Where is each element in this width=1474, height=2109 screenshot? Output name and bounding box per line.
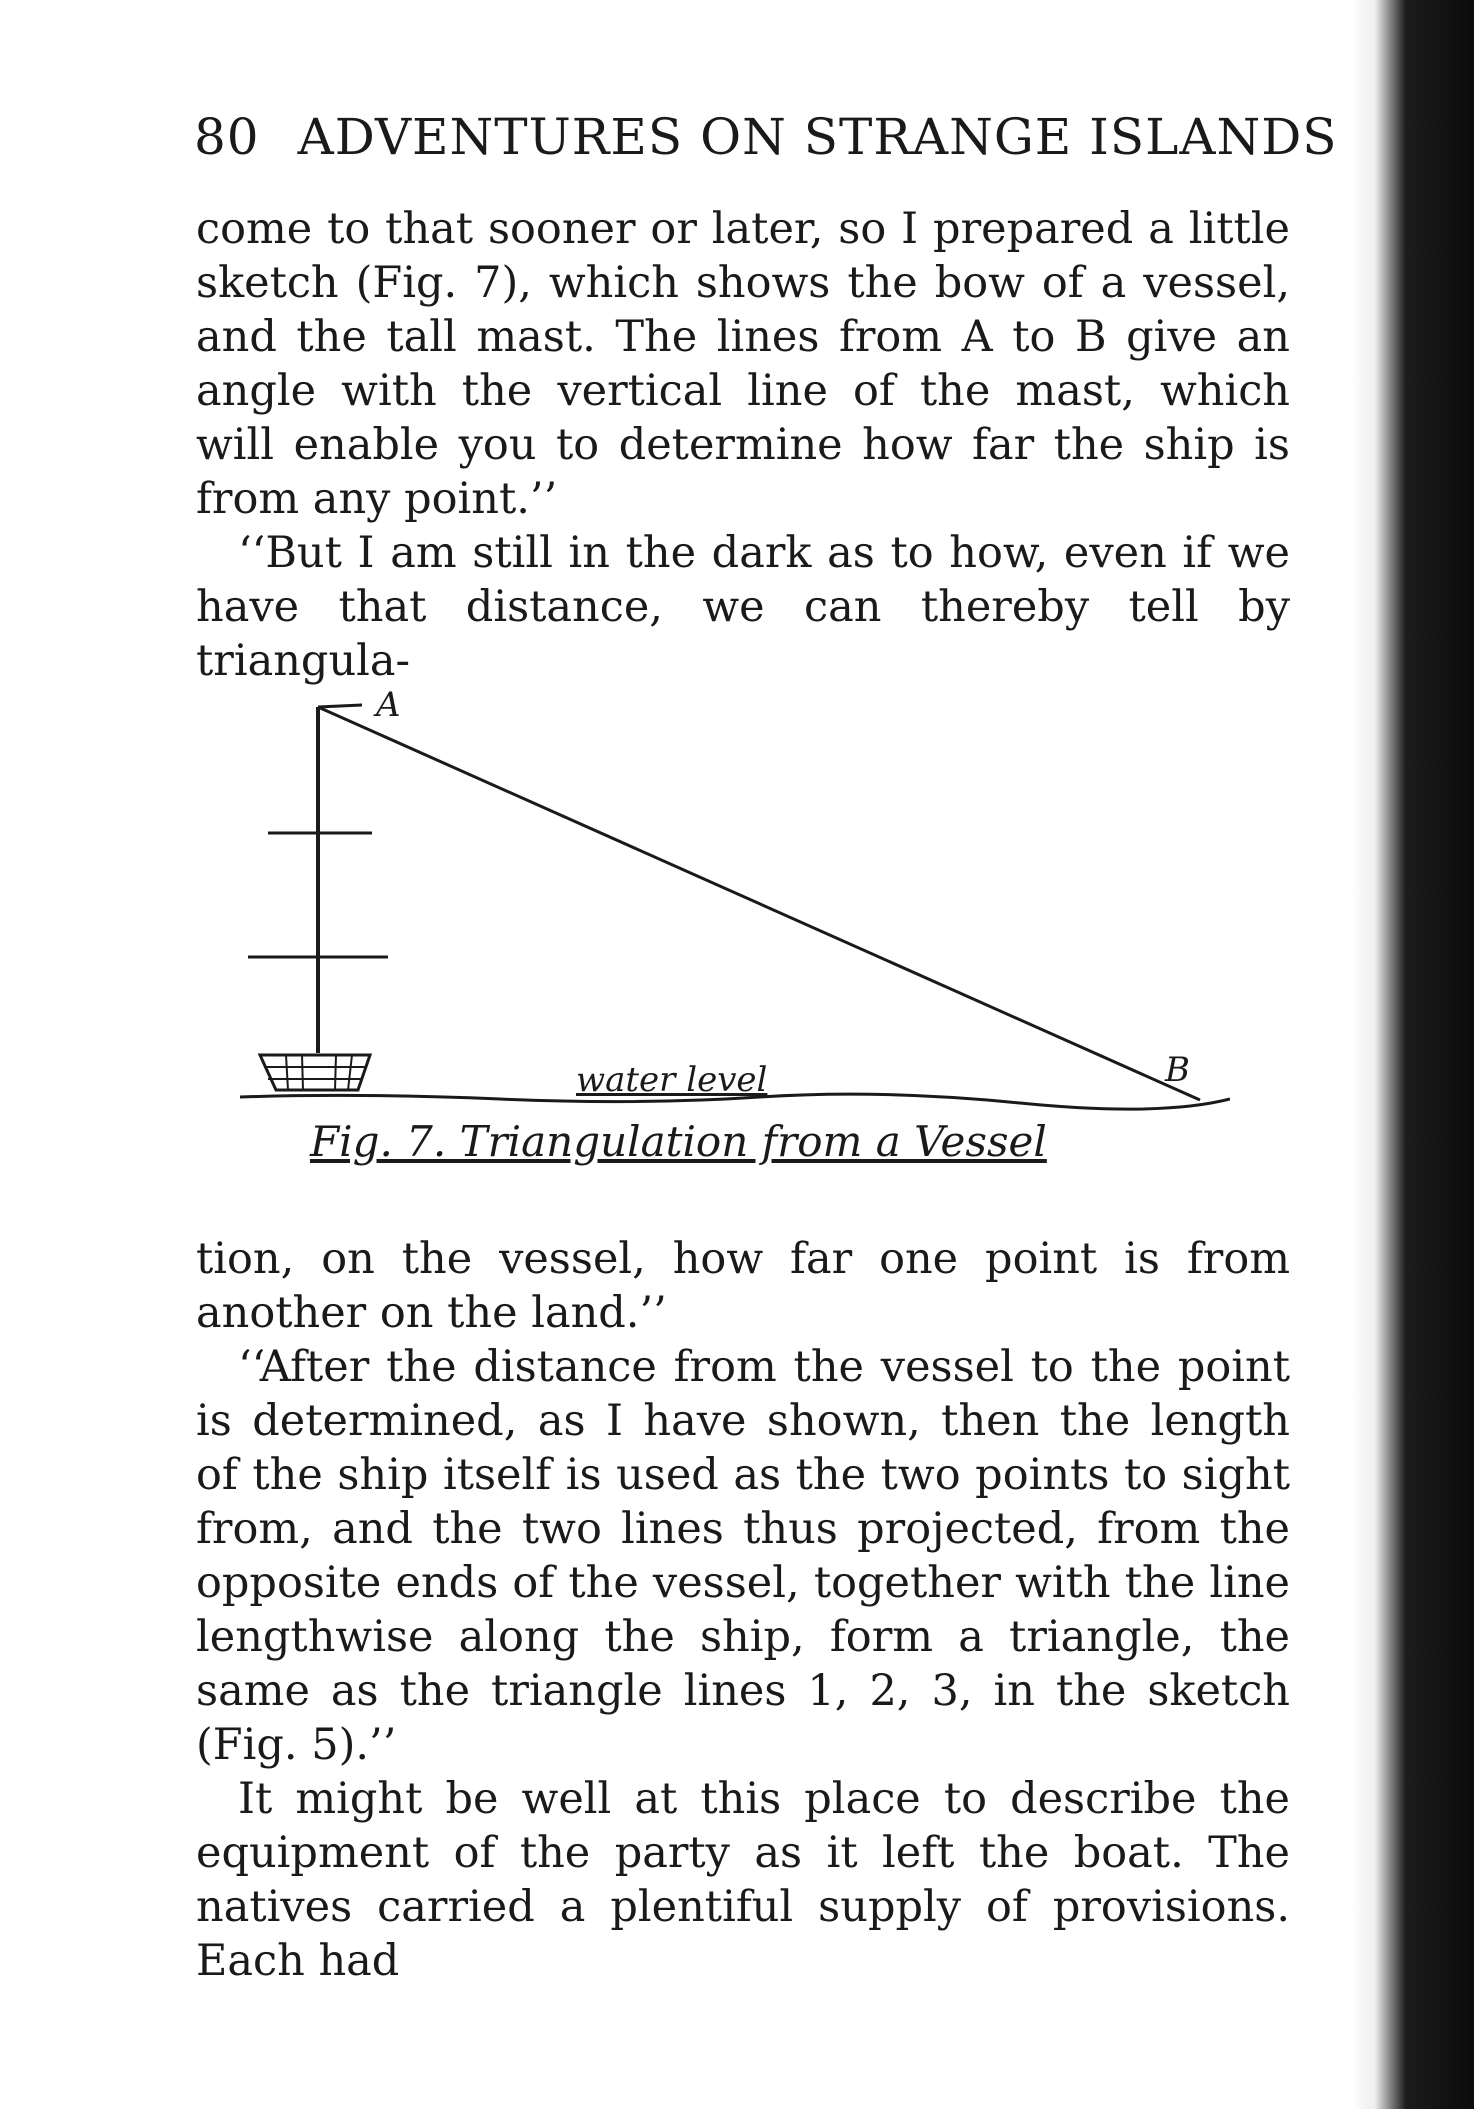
sight-line-a-b xyxy=(318,707,1200,1100)
paragraph: It might be well at this place to describe the equipment of the party as it left the boat. The natives carried a plentiful supply of provisions. Each had xyxy=(196,1774,1290,1986)
text-block-top xyxy=(196,202,1290,688)
point-b-label: B xyxy=(1165,1050,1190,1090)
paragraph: ‘‘But I am still in the dark as to how, even if we have that distance, we can thereby tell by triangula- xyxy=(196,528,1290,686)
book-binding-edge xyxy=(1350,0,1474,2109)
figure-caption: Fig. 7. Triangulation from a Vessel xyxy=(310,1117,1047,1166)
text-block-bottom xyxy=(196,1232,1290,1988)
page-number: 80 xyxy=(194,108,260,166)
water-level-label: water level xyxy=(576,1060,768,1100)
paragraph: ‘‘After the distance from the vessel to the point is determined, as I have shown, then the length of the ship itself is used as the two points to sight from, and the two lines thus projected, from the opposite ends of the vessel, together with the line lengthwise along the ship, form a triangle, the same as the triangle lines 1, 2, 3, in the sketch (Fig. 5).’’ xyxy=(196,1342,1290,1770)
paragraph: tion, on the vessel, how far one point is from another on the land.’’ xyxy=(196,1234,1290,1338)
triangulation-diagram xyxy=(240,685,1230,1115)
point-a-label: A xyxy=(376,685,401,725)
running-title: ADVENTURES ON STRANGE ISLANDS xyxy=(297,108,1338,166)
page-header xyxy=(194,108,1338,166)
figure-triangulation xyxy=(240,685,1230,1175)
paragraph: come to that sooner or later, so I prepared a little sketch (Fig. 7), which shows the bow of a vessel, and the tall mast. The lines from A to B give an angle with the vertical line of the mast, which will enable you to determine how far the ship is from any point.’’ xyxy=(196,204,1290,524)
ship-hull xyxy=(260,1055,370,1090)
masthead-tick xyxy=(318,705,362,707)
